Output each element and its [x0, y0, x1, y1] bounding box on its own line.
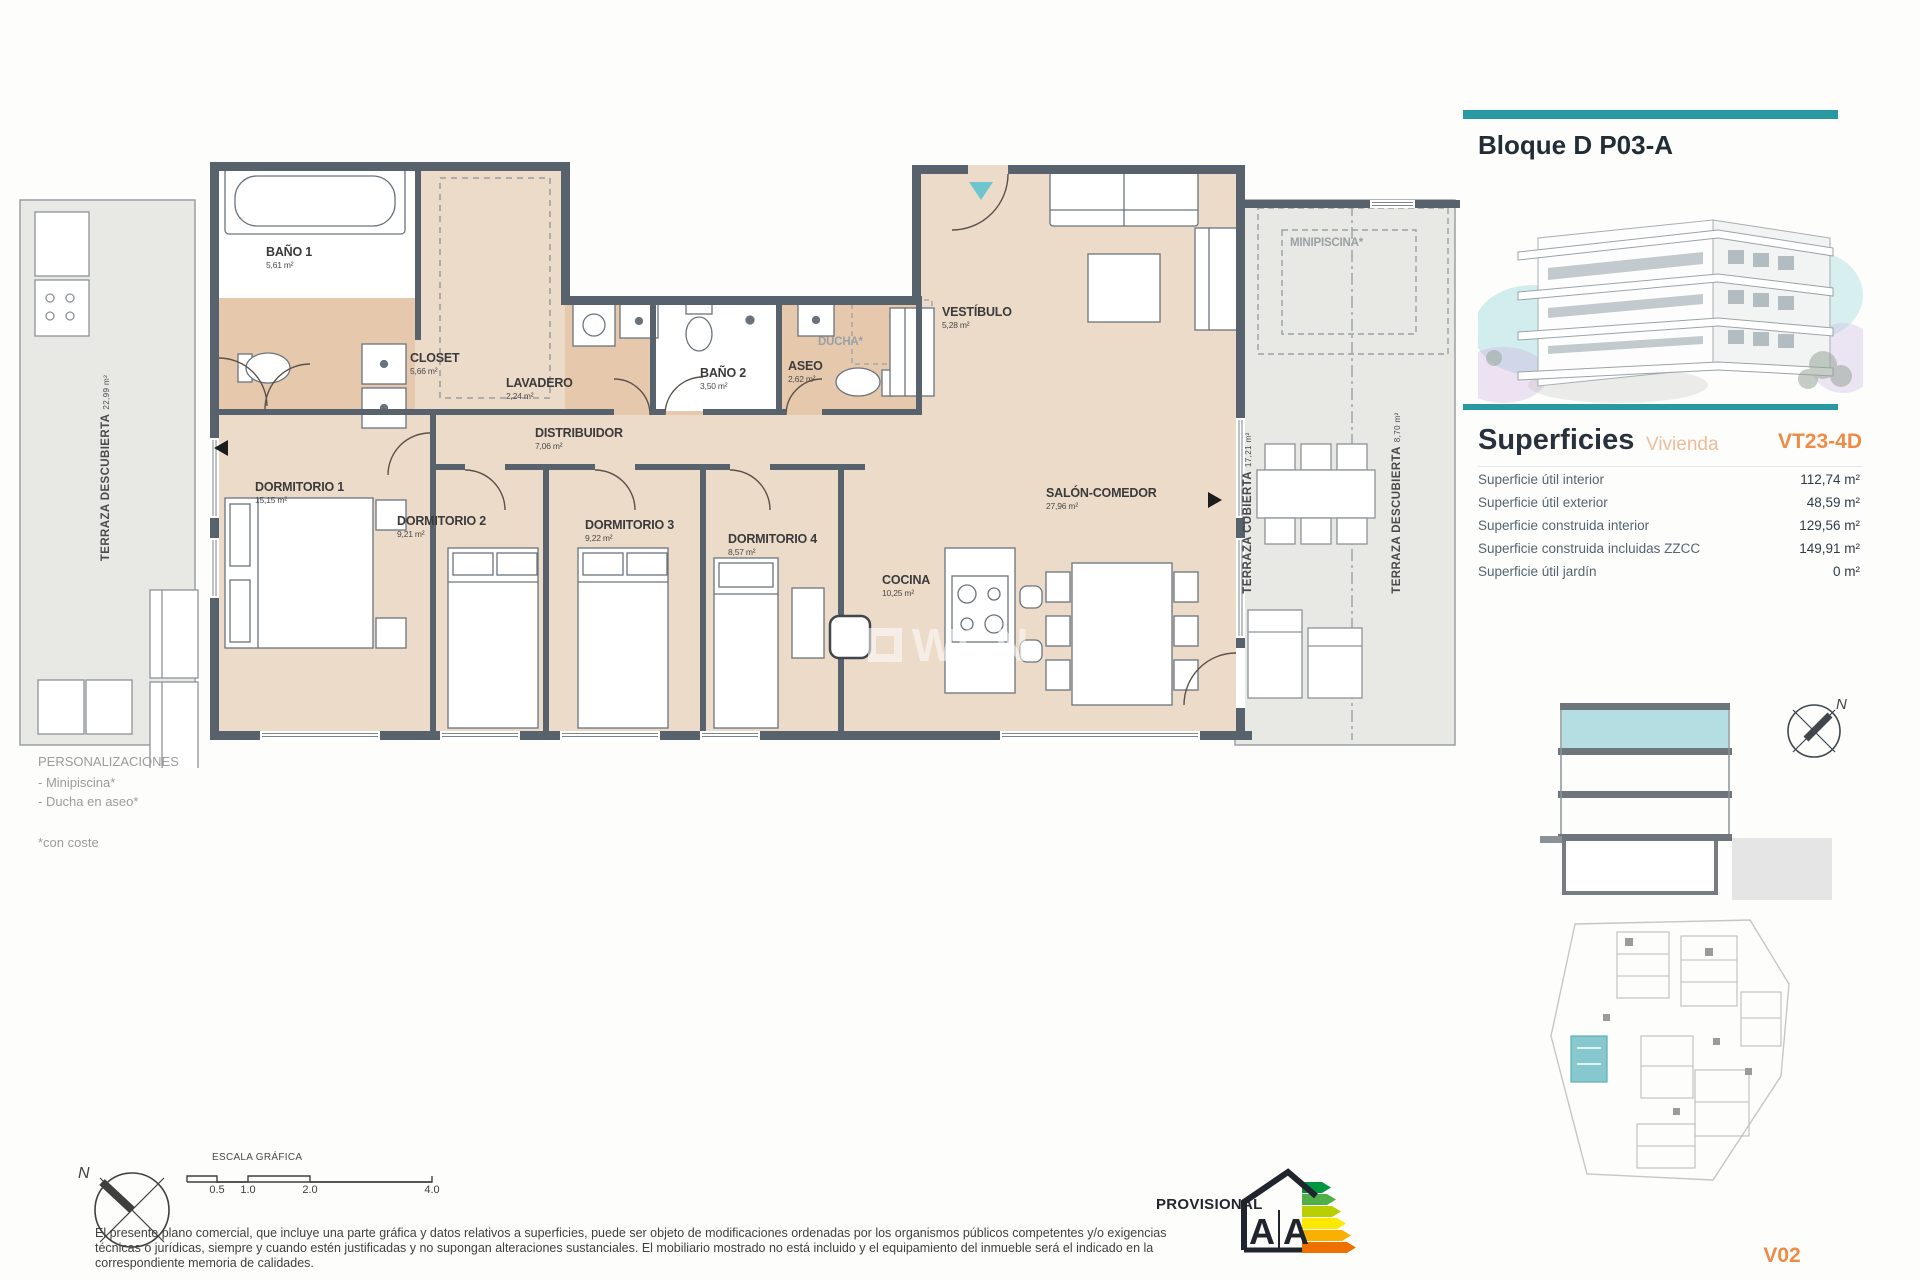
superficies-title: Superficies	[1478, 424, 1635, 456]
room-label-vestibulo: VESTÍBULO 5,28 m²	[942, 305, 1012, 330]
building-illustration	[1478, 190, 1863, 406]
disclaimer-line: técnicas o jurídicas, siempre y cuando estén justificadas y no supongan alteraciones sustanciales. El mobiliario mostrado no está incluido y el equipamiento del inmueble será el indicado en la	[95, 1241, 1154, 1255]
room-label-dormitorio1: DORMITORIO 1 15,15 m²	[255, 480, 345, 505]
panel-top-bar	[1463, 110, 1838, 119]
compass-north-label: N	[1836, 696, 1847, 713]
compass-section-icon	[1788, 705, 1840, 757]
room-label-terraza-cubierta: TERRAZA CUBIERTA17,21 m²	[1242, 432, 1254, 594]
svg-text:A: A	[1283, 1211, 1309, 1252]
table-row: Superficie útil interior 112,74 m²	[1478, 472, 1860, 487]
table-row: Superficie construida incluidas ZZCC 149,91 m²	[1478, 541, 1860, 556]
table-row: Superficie construida interior 129,56 m²	[1478, 518, 1860, 533]
room-label-closet: CLOSET 5,66 m²	[410, 351, 460, 376]
superficies-subtitle: Vivienda	[1646, 434, 1719, 455]
watermark: WGN	[868, 618, 1030, 672]
scalebar-tick: 4.0	[424, 1184, 440, 1196]
block-title: Bloque D P03-A	[1478, 130, 1674, 160]
unit-code: VT23-4D	[1777, 430, 1862, 453]
version-label: V02	[1763, 1244, 1801, 1267]
highlighted-unit	[1571, 1036, 1607, 1082]
personalizations-title: PERSONALIZACIONES	[38, 754, 179, 769]
table-row: Superficie útil jardín 0 m²	[1478, 564, 1860, 579]
room-label-lavadero: LAVADERO 2,24 m²	[506, 376, 573, 401]
washer	[573, 304, 615, 346]
room-label-dormitorio4: DORMITORIO 4 8,57 m²	[728, 532, 818, 557]
panel-mid-bar	[1463, 404, 1838, 410]
energy-rating-icon	[1236, 1158, 1358, 1254]
scalebar-tick: 1.0	[240, 1184, 256, 1196]
scalebar-tick: 0.5	[209, 1184, 225, 1196]
room-label-aseo: ASEO 2,62 m²	[788, 359, 823, 384]
room-label-ducha: DUCHA*	[818, 336, 863, 348]
site-plan	[1545, 918, 1795, 1186]
room-label-bano2: BAÑO 2 3,50 m²	[700, 366, 747, 391]
room-label-terraza-descubierta-left: TERRAZA DESCUBIERTA22,99 m²	[100, 374, 112, 562]
personalizations-note: *con coste	[38, 835, 99, 850]
table-row: Superficie útil exterior 48,59 m²	[1478, 495, 1860, 510]
room-label-bano1: BAÑO 1 5,61 m²	[266, 245, 313, 270]
disclaimer-line: correspondiente memoria de calidades.	[95, 1256, 314, 1270]
pass-through	[830, 616, 870, 658]
room-label-salon-comedor: SALÓN-COMEDOR 27,96 m²	[1046, 486, 1157, 511]
svg-text:A: A	[1249, 1211, 1275, 1252]
scalebar-tick: 2.0	[302, 1184, 318, 1196]
scalebar-title: ESCALA GRÁFICA	[212, 1152, 303, 1163]
disclaimer-line: El presente plano comercial, que incluye una parte gráfica y datos relativos a superficies, puede ser objeto de modificaciones ordenadas por los organismos públicos competentes y/o exigencias	[95, 1226, 1167, 1240]
table-separator	[1478, 466, 1862, 467]
room-label-cocina: COCINA 10,25 m²	[882, 573, 931, 598]
personalizations-item: - Minipiscina*	[38, 775, 116, 790]
personalizations-item: - Ducha en aseo*	[38, 794, 139, 809]
watermark-logo-icon	[868, 628, 902, 662]
bathtub	[225, 168, 405, 234]
compass-north-label: N	[78, 1165, 90, 1182]
room-label-dormitorio3: DORMITORIO 3 9,22 m²	[585, 518, 675, 543]
room-label-terraza-descubierta-right: TERRAZA DESCUBIERTA8,70 m²	[1391, 412, 1403, 594]
room-label-dormitorio2: DORMITORIO 2 9,21 m²	[397, 514, 487, 539]
provisional-label: PROVISIONAL	[1156, 1196, 1263, 1213]
section-diagram	[1540, 695, 1860, 910]
dining-table	[1072, 563, 1172, 705]
room-label-distribuidor: DISTRIBUIDOR 7,06 m²	[535, 426, 623, 451]
room-label-minipiscina: MINIPISCINA*	[1290, 237, 1363, 249]
